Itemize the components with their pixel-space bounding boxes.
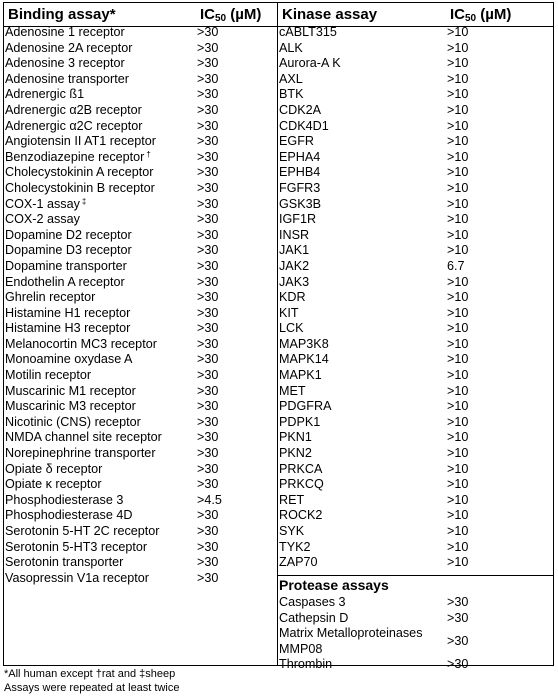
- assay-name: IGF1R: [279, 212, 317, 227]
- assay-name: PRKCA: [279, 461, 323, 476]
- assay-name: Dopamine D3 receptor: [5, 243, 132, 258]
- kinase-row: [279, 87, 547, 103]
- assay-name: Ghrelin receptor: [5, 290, 96, 305]
- assay-name: SYK: [279, 524, 305, 538]
- binding-row: [5, 150, 271, 166]
- assay-name: JAK3: [279, 274, 310, 289]
- ic50-value: >10: [447, 149, 469, 164]
- binding-row: [5, 119, 271, 135]
- kinase-row: [279, 321, 547, 337]
- binding-row: [5, 430, 271, 446]
- binding-row: [5, 446, 271, 462]
- ic50-value: >30: [197, 461, 219, 476]
- ic50-value: >30: [197, 258, 219, 273]
- assay-name: MAP3K8: [279, 336, 329, 351]
- kinase-row: [279, 477, 547, 493]
- assay-name: Nicotinic (CNS) receptor: [5, 414, 141, 429]
- ic50-value: >30: [197, 227, 219, 242]
- ic50-value: >30: [197, 539, 219, 554]
- ic50-value: >10: [447, 56, 469, 71]
- assay-name: Muscarinic M1 receptor: [5, 383, 136, 398]
- ic50-value: >10: [447, 118, 469, 133]
- assay-name: Dopamine transporter: [5, 258, 127, 273]
- ic50-value: >10: [447, 555, 469, 570]
- binding-row: [5, 321, 271, 337]
- footnote-species: *All human except †rat and ‡sheep: [4, 668, 176, 680]
- ic50-value: >10: [447, 368, 469, 383]
- assay-name: Motilin receptor: [5, 368, 92, 383]
- ic50-value: >30: [197, 570, 219, 585]
- kinase-row: [279, 56, 547, 72]
- binding-row: [5, 181, 271, 197]
- footnote-replicates: Assays were repeated at least twice: [4, 681, 180, 694]
- assay-name: Norepinephrine transporter: [5, 446, 156, 461]
- assay-name: Caspases 3: [279, 595, 346, 609]
- kinase-row: [279, 508, 547, 524]
- ic50-value: >10: [447, 446, 469, 461]
- ic50-value: >30: [197, 368, 219, 383]
- ic50-value: >30: [197, 383, 219, 398]
- ic50-value: >10: [447, 165, 469, 180]
- ic50-value: >10: [447, 243, 469, 258]
- protease-row: [279, 626, 547, 657]
- assay-name: PDPK1: [279, 414, 321, 429]
- binding-assay-list: [5, 25, 271, 586]
- ic50-value: >30: [197, 118, 219, 133]
- kinase-row: [279, 41, 547, 57]
- assay-name: Endothelin A receptor: [5, 274, 125, 289]
- ic50-value: >30: [197, 555, 219, 570]
- assay-name: ROCK2: [279, 508, 323, 523]
- ic50-value: >10: [447, 508, 469, 523]
- assay-name: Adrenergic α2C receptor: [5, 118, 143, 133]
- assay-name: Opiate κ receptor: [5, 477, 102, 492]
- kinase-row: [279, 119, 547, 135]
- ic50-value: >10: [447, 212, 469, 227]
- ic50-value: >4.5: [197, 492, 222, 507]
- ic50-value: >10: [447, 134, 469, 149]
- assay-name: Thrombin: [279, 657, 333, 672]
- kinase-row: [279, 430, 547, 446]
- assay-name: Histamine H1 receptor: [5, 305, 131, 320]
- footnotes: [4, 668, 179, 695]
- ic50-value: >30: [197, 430, 219, 445]
- kinase-row: [279, 290, 547, 306]
- ic50-value: >30: [197, 336, 219, 351]
- binding-row: [5, 540, 271, 556]
- assay-name: ZAP70: [279, 555, 318, 570]
- assay-name: COX-2 assay: [5, 212, 80, 227]
- ic50-value: >30: [197, 56, 219, 71]
- assay-name: INSR: [279, 227, 310, 242]
- protease-row: [279, 611, 547, 627]
- ic50-value: >30: [197, 321, 219, 336]
- footnote-mark: †: [146, 149, 151, 159]
- assay-name: TYK2: [279, 539, 311, 554]
- kinase-row: [279, 555, 547, 571]
- protease-row: [279, 595, 547, 611]
- assay-name: KDR: [279, 290, 306, 305]
- kinase-row: [279, 181, 547, 197]
- binding-row: [5, 368, 271, 384]
- protease-row: [279, 657, 547, 673]
- assay-name: MET: [279, 383, 306, 398]
- binding-row: [5, 477, 271, 493]
- kinase-row: [279, 524, 547, 540]
- kinase-row: [279, 259, 547, 275]
- protease-section-title: Protease assays: [279, 577, 389, 593]
- assay-name: Dopamine D2 receptor: [5, 227, 132, 242]
- kinase-row: [279, 228, 547, 244]
- ic50-value: >10: [447, 87, 469, 102]
- assay-name: PKN1: [279, 430, 312, 445]
- kinase-row: [279, 103, 547, 119]
- binding-row: [5, 56, 271, 72]
- binding-row: [5, 399, 271, 415]
- assay-name: Adenosine transporter: [5, 71, 129, 86]
- kinase-row: [279, 337, 547, 353]
- ic50-value: >30: [447, 610, 469, 625]
- binding-assay-header: Binding assay*: [8, 6, 116, 23]
- assay-name: AXL: [279, 71, 303, 86]
- kinase-assay-list: [279, 25, 547, 571]
- assay-name: FGFR3: [279, 180, 321, 195]
- ic50-value: >10: [447, 539, 469, 554]
- ic50-value: >30: [197, 71, 219, 86]
- assay-name: ALK: [279, 40, 303, 55]
- assay-name: Cholecystokinin A receptor: [5, 165, 154, 180]
- ic50-value: >10: [447, 461, 469, 476]
- assay-name: PRKCQ: [279, 477, 324, 492]
- kinase-row: [279, 212, 547, 228]
- kinase-row: [279, 72, 547, 88]
- assay-name: Adrenergic ß1: [5, 87, 85, 102]
- assay-name: Cholecystokinin B receptor: [5, 180, 155, 195]
- ic50-value: >10: [447, 71, 469, 86]
- kinase-row: [279, 540, 547, 556]
- assay-name: CDK4D1: [279, 118, 329, 133]
- assay-name: Serotonin 5-HT3 receptor: [5, 539, 148, 554]
- kinase-row: [279, 275, 547, 291]
- assay-name: Vasopressin V1a receptor: [5, 570, 149, 585]
- assay-name: Phosphodiesterase 3: [5, 492, 124, 507]
- kinase-row: [279, 352, 547, 368]
- kinase-row: [279, 399, 547, 415]
- assay-name: Serotonin transporter: [5, 555, 124, 570]
- ic50-value: >10: [447, 227, 469, 242]
- ic50-value: >30: [197, 352, 219, 367]
- binding-row: [5, 571, 271, 587]
- binding-row: [5, 415, 271, 431]
- kinase-row: [279, 150, 547, 166]
- ic50-value: >10: [447, 492, 469, 507]
- assay-name: PKN2: [279, 446, 312, 461]
- binding-row: [5, 306, 271, 322]
- footnote-mark: ‡: [81, 196, 87, 206]
- ic50-value: >30: [197, 196, 219, 211]
- assay-name: EPHA4: [279, 149, 321, 164]
- binding-row: [5, 165, 271, 181]
- ic50-value: >30: [197, 40, 219, 55]
- binding-row: [5, 41, 271, 57]
- binding-row: [5, 290, 271, 306]
- binding-row: [5, 337, 271, 353]
- ic50-value: >10: [447, 196, 469, 211]
- assay-name: Benzodiazepine receptor †: [5, 149, 151, 164]
- kinase-row: [279, 243, 547, 259]
- binding-row: [5, 259, 271, 275]
- ic50-value: >10: [447, 383, 469, 398]
- ic50-value: >30: [197, 25, 219, 39]
- protease-assay-list: [279, 595, 547, 673]
- binding-row: [5, 134, 271, 150]
- ic50-value: >30: [197, 524, 219, 538]
- column-divider: [277, 3, 278, 665]
- assay-name: Serotonin 5-HT 2C receptor: [5, 524, 160, 538]
- assay-name: Angiotensin II AT1 receptor: [5, 134, 156, 149]
- assay-name: CDK2A: [279, 102, 321, 117]
- assay-name: EPHB4: [279, 165, 321, 180]
- ic50-value: >30: [197, 414, 219, 429]
- ic50-value: >10: [447, 290, 469, 305]
- kinase-row: [279, 134, 547, 150]
- ic50-value: 6.7: [447, 258, 465, 273]
- ic50-value: >30: [197, 274, 219, 289]
- ic50-value: >30: [197, 212, 219, 227]
- ic50-value: >10: [447, 336, 469, 351]
- assay-name: JAK1: [279, 243, 310, 258]
- assay-name: Adenosine 1 receptor: [5, 25, 125, 39]
- ic50-value: >10: [447, 352, 469, 367]
- ic50-value: >30: [197, 477, 219, 492]
- ic50-value: >30: [197, 243, 219, 258]
- assay-name: cABLT315: [279, 25, 337, 39]
- ic50-value: >10: [447, 524, 469, 538]
- binding-row: [5, 228, 271, 244]
- assay-name: Matrix Metalloproteinases MMP08: [279, 626, 423, 656]
- kinase-row: [279, 384, 547, 400]
- assay-name: PDGFRA: [279, 399, 332, 414]
- assay-name: Monoamine oxydase A: [5, 352, 133, 367]
- binding-row: [5, 25, 271, 41]
- ic50-value: >30: [197, 446, 219, 461]
- ic50-value: >30: [447, 657, 469, 672]
- assay-name: NMDA channel site receptor: [5, 430, 162, 445]
- ic50-value: >10: [447, 102, 469, 117]
- kinase-row: [279, 462, 547, 478]
- ic50-value: >10: [447, 25, 469, 39]
- binding-row: [5, 462, 271, 478]
- assay-name: Muscarinic M3 receptor: [5, 399, 136, 414]
- binding-row: [5, 493, 271, 509]
- assay-name: EGFR: [279, 134, 314, 149]
- ic50-value: >10: [447, 274, 469, 289]
- ic50-value: >30: [197, 305, 219, 320]
- binding-row: [5, 212, 271, 228]
- binding-row: [5, 384, 271, 400]
- ic50-value: >30: [447, 595, 469, 609]
- kinase-row: [279, 493, 547, 509]
- ic50-value: >10: [447, 321, 469, 336]
- binding-row: [5, 197, 271, 213]
- ic50-value: >30: [197, 508, 219, 523]
- ic50-value: >10: [447, 40, 469, 55]
- binding-row: [5, 103, 271, 119]
- kinase-row: [279, 446, 547, 462]
- kinase-ic50-header: $IC_{50}$ (µM): [450, 6, 512, 24]
- kinase-row: [279, 368, 547, 384]
- assay-name: Phosphodiesterase 4D: [5, 508, 133, 523]
- ic50-value: >30: [447, 633, 469, 648]
- ic50-value: >30: [197, 87, 219, 102]
- binding-row: [5, 508, 271, 524]
- binding-row: [5, 87, 271, 103]
- assay-name: Histamine H3 receptor: [5, 321, 131, 336]
- ic50-value: >10: [447, 414, 469, 429]
- ic50-value: >30: [197, 149, 219, 164]
- ic50-value: >10: [447, 430, 469, 445]
- assay-name: Aurora-A K: [279, 56, 341, 71]
- ic50-value: >30: [197, 165, 219, 180]
- ic50-value: >10: [447, 477, 469, 492]
- assay-name: BTK: [279, 87, 304, 102]
- assay-name: Adenosine 2A receptor: [5, 40, 133, 55]
- kinase-row: [279, 25, 547, 41]
- assay-name: KIT: [279, 305, 299, 320]
- assay-name: JAK2: [279, 258, 310, 273]
- assay-name: Cathepsin D: [279, 610, 349, 625]
- ic50-value: >30: [197, 134, 219, 149]
- ic50-value: >10: [447, 305, 469, 320]
- kinase-row: [279, 306, 547, 322]
- binding-row: [5, 352, 271, 368]
- assay-name: Melanocortin MC3 receptor: [5, 336, 157, 351]
- ic50-value: >30: [197, 180, 219, 195]
- ic50-value: >30: [197, 290, 219, 305]
- kinase-row: [279, 415, 547, 431]
- kinase-assay-header: Kinase assay: [282, 6, 378, 23]
- assay-name: MAPK14: [279, 352, 329, 367]
- binding-row: [5, 243, 271, 259]
- assay-name: LCK: [279, 321, 304, 336]
- binding-row: [5, 555, 271, 571]
- binding-row: [5, 524, 271, 540]
- assay-name: Opiate δ receptor: [5, 461, 103, 476]
- assay-name: MAPK1: [279, 368, 322, 383]
- binding-row: [5, 72, 271, 88]
- ic50-value: >10: [447, 180, 469, 195]
- kinase-row: [279, 165, 547, 181]
- assay-name: Adenosine 3 receptor: [5, 56, 125, 71]
- assay-name: COX-1 assay ‡: [5, 196, 87, 211]
- binding-row: [5, 275, 271, 291]
- ic50-value: >30: [197, 399, 219, 414]
- assay-name: Adrenergic α2B receptor: [5, 102, 142, 117]
- binding-ic50-header: $IC_{50}$ (µM): [200, 6, 262, 24]
- ic50-value: >30: [197, 102, 219, 117]
- assay-name: RET: [279, 492, 305, 507]
- assay-name: GSK3B: [279, 196, 321, 211]
- kinase-row: [279, 197, 547, 213]
- ic50-value: >10: [447, 399, 469, 414]
